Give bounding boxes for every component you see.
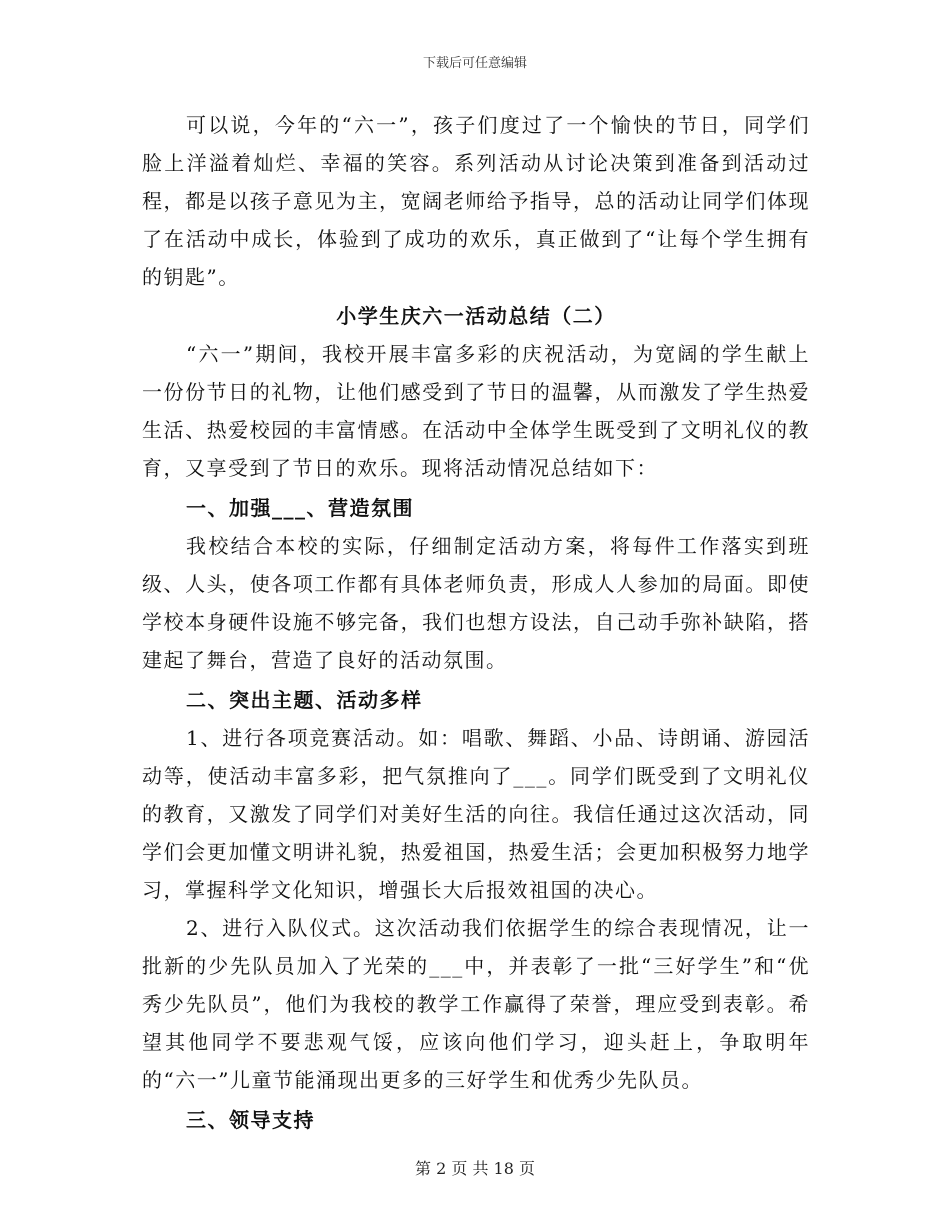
paragraph-induction: 2、进行入队仪式。这次活动我们依据学生的综合表现情况，让一批新的少先队员加入了光荣的___中，并表彰了一批“三好学生”和“优秀少先队员”，他们为我校的教学工作赢得了荣誉，理应受到表彰。希望其他同学不要悲观气馁，应该向他们学习，迎头赶上，争取明年的“六一”儿童节能涌现出更多的三好学生和优秀少先队员。 [142, 916, 810, 1092]
heading-theme: 二、突出主题、活动多样 [186, 688, 423, 712]
paragraph-intro: “六一”期间，我校开展丰富多彩的庆祝活动，为宽阔的学生献上一份份节日的礼物，让他们感受到了节日的温馨，从而激发了学生热爱生活、热爱校园的丰富情感。在活动中全体学生既受到了文明礼仪的教育，又享受到了节日的欢乐。现将活动情况总结如下： [142, 342, 810, 480]
heading-strengthen: 一、加强___、营造氛围 [186, 496, 414, 520]
paragraph-strengthen: 我校结合本校的实际，仔细制定活动方案，将每件工作落实到班级、人头，使各项工作都有具体老师负责，形成人人参加的局面。即使学校本身硬件设施不够完备，我们也想方设法，自己动手弥补缺陷，搭建起了舞台，营造了良好的活动氛围。 [142, 534, 810, 672]
section-title: 小学生庆六一活动总结（二） [336, 304, 616, 328]
paragraph-summary-closing: 可以说，今年的“六一”，孩子们度过了一个愉快的节日，同学们脸上洋溢着灿烂、幸福的笑容。系列活动从讨论决策到准备到活动过程，都是以孩子意见为主，宽阔老师给予指导，总的活动让同学们体现了在活动中成长，体验到了成功的欢乐，真正做到了“让每个学生拥有的钥匙”。 [142, 113, 810, 289]
page-number: 第 2 页 共 18 页 [415, 1159, 535, 1178]
heading-leadership: 三、领导支持 [186, 1108, 315, 1132]
document-body [142, 106, 810, 1139]
paragraph-competitions: 1、进行各项竞赛活动。如：唱歌、舞蹈、小品、诗朗诵、游园活动等，使活动丰富多彩，把气氛推向了___。同学们既受到了文明礼仪的教育，又激发了同学们对美好生活的向往。我信任通过这次活动，同学们会更加懂文明讲礼貌，热爱祖国，热爱生活；会更加积极努力地学习，掌握科学文化知识，增强长大后报效祖国的决心。 [142, 726, 810, 902]
page-header-note: 下载后可任意编辑 [422, 56, 527, 71]
